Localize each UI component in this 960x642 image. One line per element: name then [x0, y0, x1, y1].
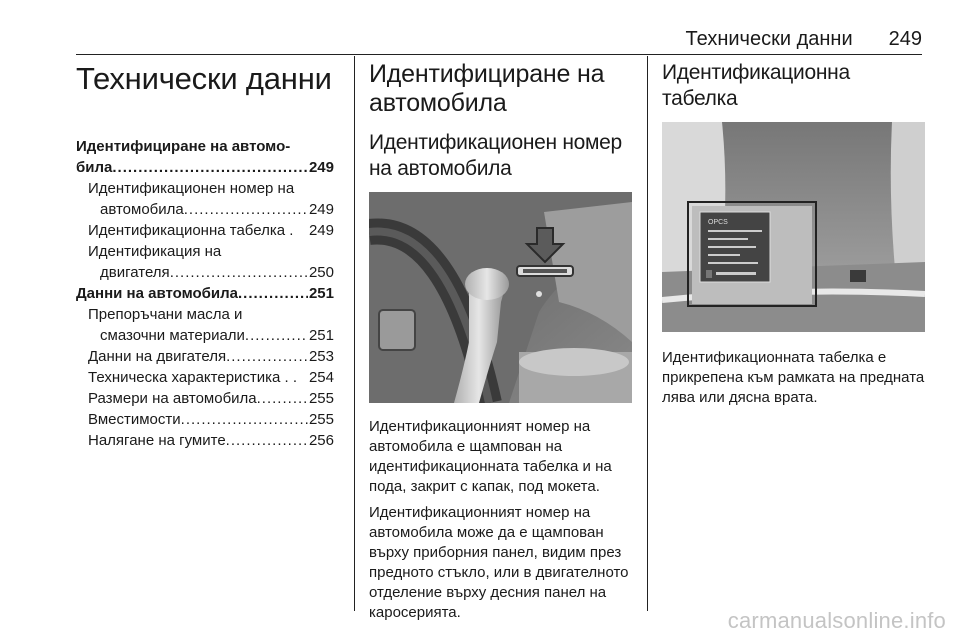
watermark: carmanualsonline.info	[727, 608, 946, 633]
vin-paragraph-2: Идентификационният номер на автомобила може да е щампован върху приборния панел, видим през предното стъкло, или в двигателното отделение върху десния панел на каросерията.	[369, 504, 629, 621]
page-number: 249	[888, 28, 922, 50]
section-heading: Идентификационна табелка	[662, 61, 850, 110]
toc-page: 249	[308, 159, 334, 176]
vin-location-photo	[369, 192, 632, 403]
id-plate-caption: Идентификационната табелка е прикрепена към рамката на предната лява или дясна врата.	[662, 349, 925, 406]
toc-entry-vin[interactable]	[76, 178, 334, 220]
id-plate-section	[662, 60, 925, 408]
section-heading: Идентифициране на автомобила	[369, 60, 605, 117]
header-rule	[76, 54, 922, 55]
plate-text: OPCS	[708, 219, 728, 226]
leader-dots	[184, 199, 308, 220]
toc-entry-label: Вместимости	[88, 411, 181, 428]
toc-entry-label: Данни на автомобила	[76, 285, 239, 302]
vin-paragraph-1: Идентификационният номер на автомобила е щампован на идентификационната табелка и на пода, закрит с капак, под мокета.	[369, 418, 612, 495]
leader-dots	[226, 430, 308, 451]
toc-entry-label: смазочни материали	[100, 327, 245, 344]
toc-entry-label: Идентификационна табелка .	[88, 222, 294, 239]
toc-entry-label: Идентификационен номер на	[88, 180, 295, 197]
toc-page: 249	[308, 201, 334, 218]
toc-entry-performance[interactable]	[76, 367, 334, 388]
toc-page: 249	[308, 222, 334, 239]
toc-entry-vehicle-identification[interactable]	[76, 136, 334, 178]
leader-dots	[112, 157, 308, 178]
leader-dots	[181, 409, 308, 430]
leader-dots	[245, 325, 308, 346]
leader-dots	[226, 346, 308, 367]
toc-entry-label: Размери на автомобила	[88, 390, 257, 407]
column-divider-2	[647, 56, 648, 611]
toc-page: 255	[308, 390, 334, 407]
header-title: Технически данни	[685, 28, 853, 50]
chapter-title: Технически данни	[76, 61, 332, 96]
toc-entry-engine-data[interactable]	[76, 346, 334, 367]
toc-entry-label: двигателя	[100, 264, 170, 281]
id-plate-illustration	[662, 122, 925, 332]
running-header	[686, 28, 922, 51]
toc-entry-capacities[interactable]	[76, 409, 334, 430]
toc-entry-label: Идентификация на	[88, 243, 222, 260]
id-plate-photo	[662, 122, 925, 332]
toc-entry-label: Налягане на гумите	[88, 432, 226, 449]
toc-entry-label: била	[76, 159, 113, 176]
toc-entry-label: Данни на двигателя	[88, 348, 227, 365]
toc-entry-label: Препоръчани масла и	[88, 306, 243, 323]
leader-dots	[170, 262, 308, 283]
toc-page: 256	[308, 432, 334, 449]
vin-location-illustration	[369, 192, 632, 403]
leader-dots	[238, 283, 308, 304]
toc-page: 251	[308, 285, 334, 302]
toc-page: 250	[308, 264, 334, 281]
vehicle-identification-section	[369, 60, 632, 623]
toc-entry-id-plate[interactable]	[76, 220, 334, 241]
toc-page: 253	[308, 348, 334, 365]
toc-entry-oils[interactable]	[76, 304, 334, 346]
toc-entry-label: Идентифициране на автомо-	[76, 138, 291, 155]
toc-entry-label: Техническа характеристика . .	[88, 369, 298, 386]
leader-dots	[257, 388, 308, 409]
subsection-heading: Идентификационен номер на автомобила	[369, 131, 622, 180]
toc-page: 251	[308, 327, 334, 344]
chapter-contents	[76, 60, 334, 451]
table-of-contents	[76, 136, 334, 451]
toc-entry-dimensions[interactable]	[76, 388, 334, 409]
toc-entry-engine-id[interactable]	[76, 241, 334, 283]
toc-page: 255	[308, 411, 334, 428]
toc-entry-label: автомобила	[100, 201, 184, 218]
toc-entry-vehicle-data[interactable]	[76, 283, 334, 304]
column-divider-1	[354, 56, 355, 611]
toc-page: 254	[308, 369, 334, 386]
toc-entry-tyre-pressure[interactable]	[76, 430, 334, 451]
